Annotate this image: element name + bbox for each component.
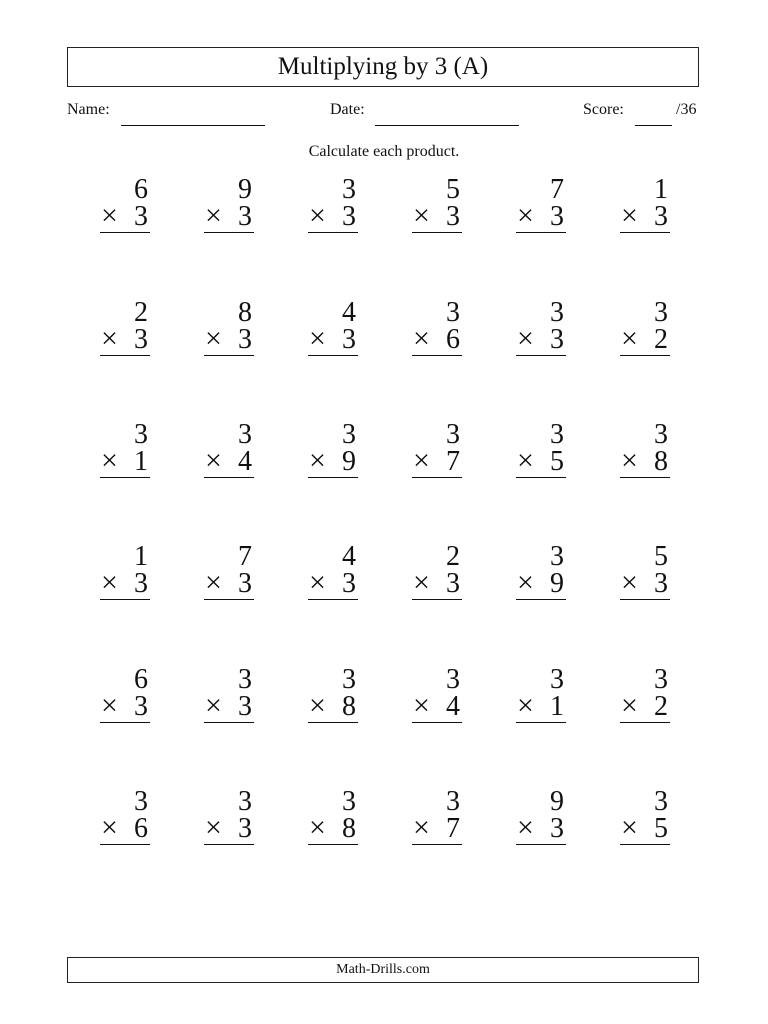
problem [204,176,254,238]
problem-top-number: 3 [654,419,668,450]
times-icon: × [309,689,326,722]
problem-top-number: 4 [342,541,356,572]
times-icon: × [205,811,222,844]
answer-line[interactable] [412,722,462,723]
problem-top-number: 6 [134,174,148,205]
problem [100,666,150,728]
times-icon: × [101,811,118,844]
problem-top-number: 3 [446,664,460,695]
problem-top-number: 3 [446,297,460,328]
problem-bottom-number: 2 [654,691,668,722]
times-icon: × [413,444,430,477]
problem-bottom-number: 3 [550,813,564,844]
problem [412,666,462,728]
answer-line[interactable] [204,599,254,600]
problem [516,176,566,238]
answer-line[interactable] [308,722,358,723]
problem [620,176,670,238]
answer-line[interactable] [100,477,150,478]
problem-top-number: 3 [238,419,252,450]
times-icon: × [517,322,534,355]
times-icon: × [413,566,430,599]
problem-top-number: 3 [550,297,564,328]
score-label: Score: [583,101,624,118]
problem-bottom-number: 3 [134,324,148,355]
problem-top-number: 6 [134,664,148,695]
answer-line[interactable] [308,599,358,600]
problem-bottom-number: 7 [446,446,460,477]
instructions: Calculate each product. [308,143,460,160]
times-icon: × [101,322,118,355]
answer-line[interactable] [516,844,566,845]
problem-bottom-number: 8 [342,813,356,844]
answer-line[interactable] [412,599,462,600]
problem-bottom-number: 1 [550,691,564,722]
problem-bottom-number: 3 [238,201,252,232]
problem [100,788,150,850]
problem-bottom-number: 3 [550,201,564,232]
answer-line[interactable] [620,232,670,233]
times-icon: × [621,811,638,844]
answer-line[interactable] [308,232,358,233]
problem [204,666,254,728]
problem [100,299,150,361]
problem-bottom-number: 3 [134,201,148,232]
problem [308,666,358,728]
date-label: Date: [330,101,365,118]
problem-bottom-number: 3 [342,324,356,355]
problem-top-number: 5 [446,174,460,205]
problem [516,299,566,361]
problem-bottom-number: 1 [134,446,148,477]
answer-line[interactable] [204,355,254,356]
times-icon: × [101,199,118,232]
answer-line[interactable] [516,477,566,478]
times-icon: × [517,566,534,599]
times-icon: × [205,689,222,722]
problem-top-number: 3 [550,419,564,450]
problem-bottom-number: 3 [550,324,564,355]
problem-top-number: 3 [446,419,460,450]
problem [620,543,670,605]
problem-bottom-number: 8 [342,691,356,722]
answer-line[interactable] [412,844,462,845]
times-icon: × [205,199,222,232]
times-icon: × [621,566,638,599]
worksheet-title: Multiplying by 3 (A) [67,47,699,87]
times-icon: × [621,444,638,477]
problem-top-number: 7 [550,174,564,205]
problem-bottom-number: 9 [550,568,564,599]
problem-bottom-number: 4 [238,446,252,477]
times-icon: × [413,811,430,844]
problem-top-number: 9 [550,786,564,817]
answer-line[interactable] [204,477,254,478]
problem-top-number: 3 [342,786,356,817]
problem-top-number: 9 [238,174,252,205]
problem-top-number: 3 [550,664,564,695]
answer-line[interactable] [620,477,670,478]
problem [516,421,566,483]
problem-bottom-number: 3 [342,568,356,599]
problem-bottom-number: 3 [238,568,252,599]
problem-top-number: 3 [654,786,668,817]
times-icon: × [517,444,534,477]
problem-bottom-number: 6 [446,324,460,355]
problem-bottom-number: 3 [654,201,668,232]
times-icon: × [309,811,326,844]
problem-top-number: 3 [342,419,356,450]
problem-bottom-number: 3 [134,691,148,722]
times-icon: × [517,199,534,232]
problem [204,421,254,483]
problem-top-number: 3 [446,786,460,817]
times-icon: × [413,199,430,232]
problem [412,299,462,361]
problem [620,421,670,483]
times-icon: × [309,444,326,477]
times-icon: × [205,444,222,477]
problem-bottom-number: 7 [446,813,460,844]
problem-top-number: 8 [238,297,252,328]
times-icon: × [413,322,430,355]
problem [100,543,150,605]
problem-top-number: 2 [134,297,148,328]
answer-line[interactable] [412,232,462,233]
problem-bottom-number: 3 [446,568,460,599]
problem-top-number: 5 [654,541,668,572]
answer-line[interactable] [308,844,358,845]
problem-top-number: 7 [238,541,252,572]
problem-bottom-number: 3 [238,813,252,844]
problem-top-number: 3 [550,541,564,572]
problem [620,788,670,850]
problem [516,788,566,850]
times-icon: × [101,689,118,722]
problem-bottom-number: 6 [134,813,148,844]
problem-top-number: 2 [446,541,460,572]
problem [620,299,670,361]
answer-line[interactable] [412,477,462,478]
times-icon: × [621,199,638,232]
times-icon: × [101,566,118,599]
answer-line[interactable] [516,355,566,356]
answer-line[interactable] [100,232,150,233]
problem [204,788,254,850]
answer-line[interactable] [620,844,670,845]
problem [308,176,358,238]
problem-top-number: 1 [134,541,148,572]
answer-line[interactable] [100,844,150,845]
problem [412,421,462,483]
answer-line[interactable] [100,355,150,356]
problem-bottom-number: 5 [654,813,668,844]
problem-bottom-number: 8 [654,446,668,477]
times-icon: × [517,689,534,722]
problem-top-number: 4 [342,297,356,328]
answer-line[interactable] [308,355,358,356]
problem [204,543,254,605]
problem-top-number: 1 [654,174,668,205]
problem [412,788,462,850]
problem-bottom-number: 3 [238,691,252,722]
problem-bottom-number: 3 [134,568,148,599]
times-icon: × [205,322,222,355]
problem-top-number: 3 [342,664,356,695]
answer-line[interactable] [516,232,566,233]
answer-line[interactable] [620,722,670,723]
times-icon: × [309,566,326,599]
problem-bottom-number: 2 [654,324,668,355]
problem-top-number: 3 [342,174,356,205]
answer-line[interactable] [100,722,150,723]
times-icon: × [205,566,222,599]
footer-credit: Math-Drills.com [67,957,699,983]
answer-line[interactable] [204,722,254,723]
times-icon: × [309,322,326,355]
answer-line[interactable] [308,477,358,478]
problem-bottom-number: 3 [342,201,356,232]
problem-bottom-number: 9 [342,446,356,477]
problem-top-number: 3 [654,297,668,328]
problem-top-number: 3 [134,419,148,450]
problem-bottom-number: 3 [446,201,460,232]
times-icon: × [309,199,326,232]
problem-bottom-number: 3 [654,568,668,599]
score-total: /36 [676,101,697,118]
problem-bottom-number: 3 [238,324,252,355]
problem-top-number: 3 [134,786,148,817]
name-label: Name: [67,101,110,118]
answer-line[interactable] [620,355,670,356]
answer-line[interactable] [620,599,670,600]
answer-line[interactable] [100,599,150,600]
problem-bottom-number: 4 [446,691,460,722]
problem [308,543,358,605]
problem [308,421,358,483]
answer-line[interactable] [516,599,566,600]
times-icon: × [517,811,534,844]
problem [516,666,566,728]
times-icon: × [621,689,638,722]
problem [308,299,358,361]
problem-bottom-number: 5 [550,446,564,477]
times-icon: × [621,322,638,355]
problem [516,543,566,605]
problem-top-number: 3 [238,786,252,817]
problem [100,176,150,238]
answer-line[interactable] [204,844,254,845]
problem-top-number: 3 [654,664,668,695]
problem-top-number: 3 [238,664,252,695]
times-icon: × [413,689,430,722]
problem [308,788,358,850]
problem [100,421,150,483]
problem [620,666,670,728]
answer-line[interactable] [516,722,566,723]
answer-line[interactable] [204,232,254,233]
answer-line[interactable] [412,355,462,356]
problem [412,176,462,238]
times-icon: × [101,444,118,477]
problem [204,299,254,361]
problem [412,543,462,605]
